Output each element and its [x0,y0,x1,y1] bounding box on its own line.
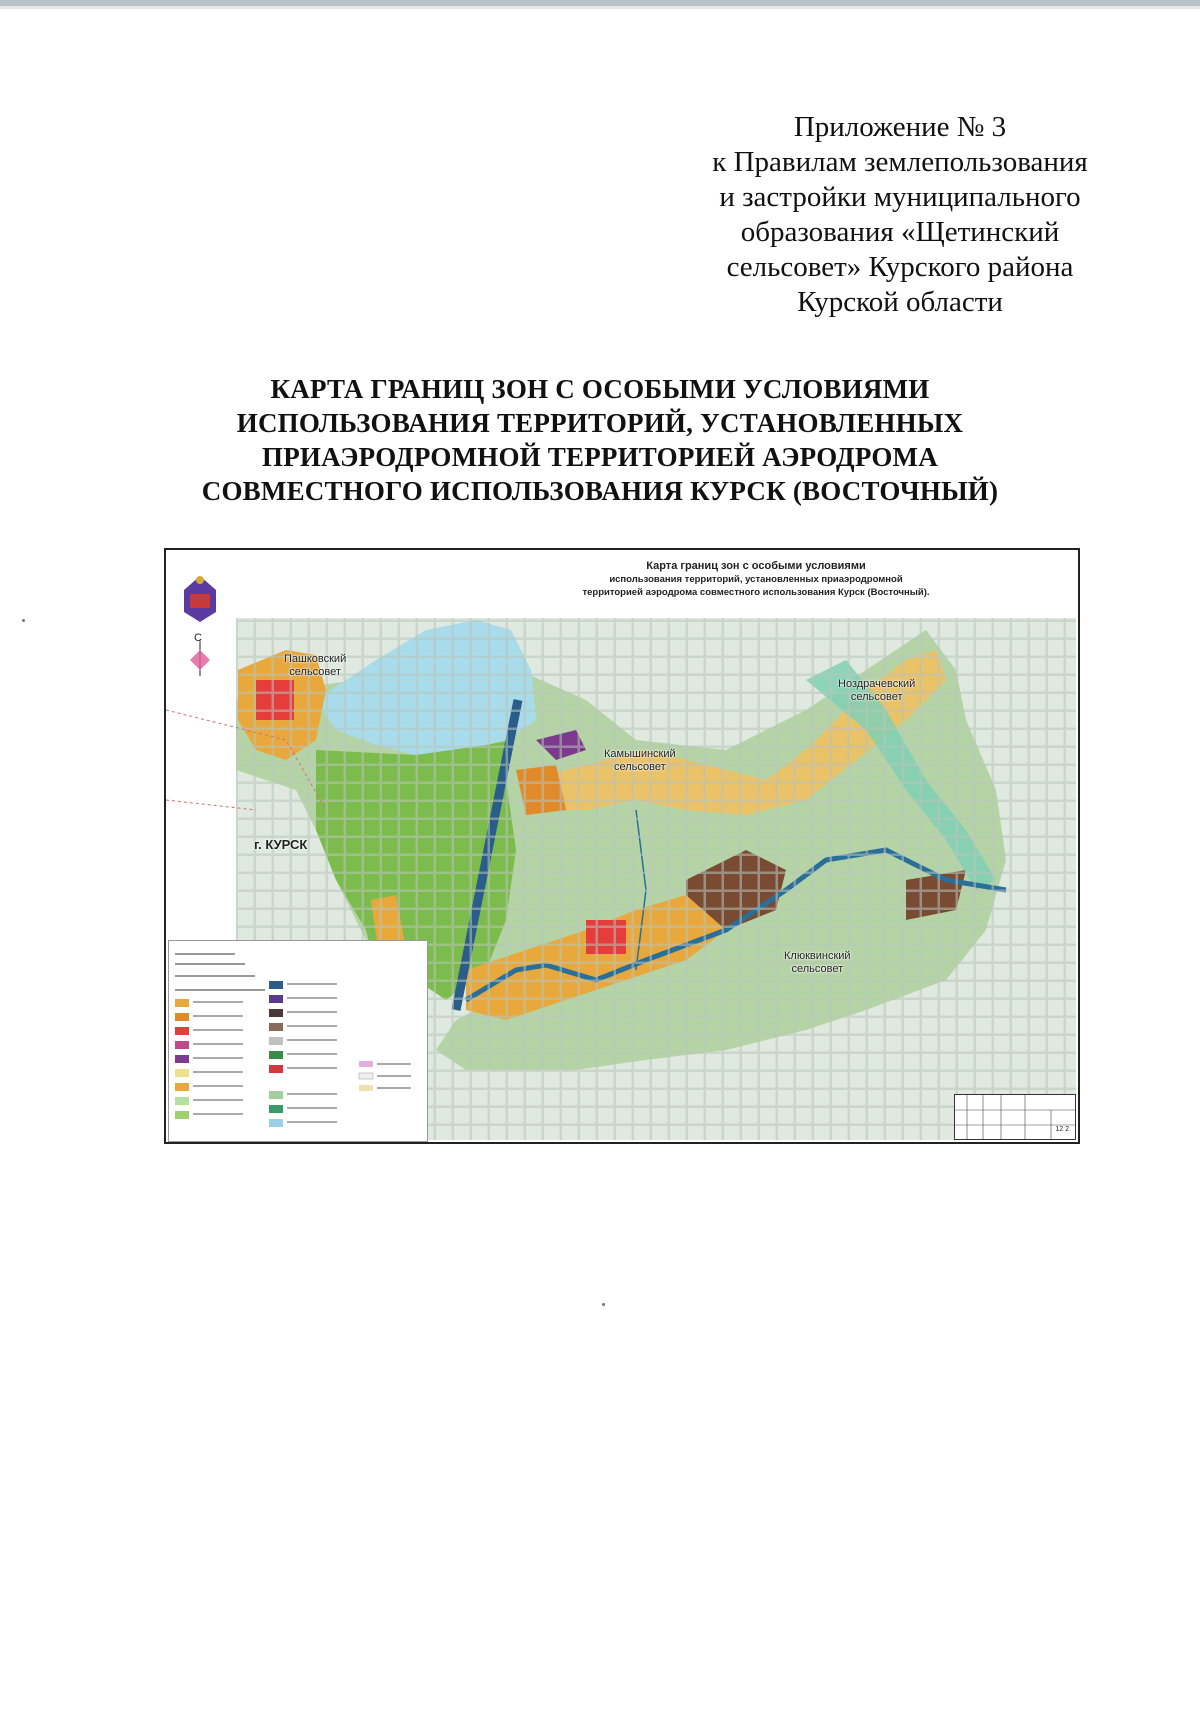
label-line: Камышинский [604,748,676,760]
map-title-line: использования территорий, установленных приаэродромной [609,574,903,585]
legend-swatches [169,941,427,1141]
appendix-block [680,110,1120,320]
label-line: сельсовет [791,963,844,975]
appendix-line: образования «Щетинский [740,216,1060,248]
appendix-line: и застройки муниципального [719,181,1081,213]
map-legend [168,940,428,1142]
document-title-line: ПРИАЭРОДРОМНОЙ ТЕРРИТОРИЕЙ АЭРОДРОМА [262,442,938,472]
label-line: сельсовет [613,761,666,773]
appendix-line: Приложение № 3 [793,111,1007,143]
label-klyukvinsky [784,950,851,976]
compass-letter: С [194,632,202,644]
scan-speck [22,619,25,622]
appendix-line: к Правилам землепользования [712,146,1088,178]
document-title-line: СОВМЕСТНОГО ИСПОЛЬЗОВАНИЯ КУРСК (ВОСТОЧНЫЙ) [201,476,999,506]
coat-of-arms-icon [184,576,216,622]
label-line: сельсовет [850,691,903,703]
document-title-line: КАРТА ГРАНИЦ ЗОН С ОСОБЫМИ УСЛОВИЯМИ [270,374,930,404]
document-title-line: ИСПОЛЬЗОВАНИЯ ТЕРРИТОРИЙ, УСТАНОВЛЕННЫХ [236,408,964,438]
label-kursk: г. КУРСК [254,837,308,852]
compass-icon [190,640,210,676]
document-title [140,372,1060,508]
title-block-stamp [954,1094,1076,1140]
stamp-number: 12 2 [1055,1126,1069,1133]
map-title-line: территорией аэродрома совместного использования Курск (Восточный). [582,587,930,598]
label-nozdrachevsky [838,678,915,704]
label-line: сельсовет [289,666,341,678]
scan-speck [602,1303,605,1306]
appendix-line: Курской области [797,286,1003,318]
map-title-line: Карта границ зон с особыми условиями [646,560,866,572]
label-line: Пашковский [284,653,347,665]
label-kamyshinsky [604,748,676,774]
label-line: Ноздрачевский [838,678,916,690]
map-title [506,560,1006,599]
page-edge-shadow [0,6,1200,9]
appendix-line: сельсовет» Курского района [726,251,1074,283]
label-pashkovsky [284,653,346,679]
label-line: Клюквинский [784,950,851,962]
map-image [164,548,1080,1144]
